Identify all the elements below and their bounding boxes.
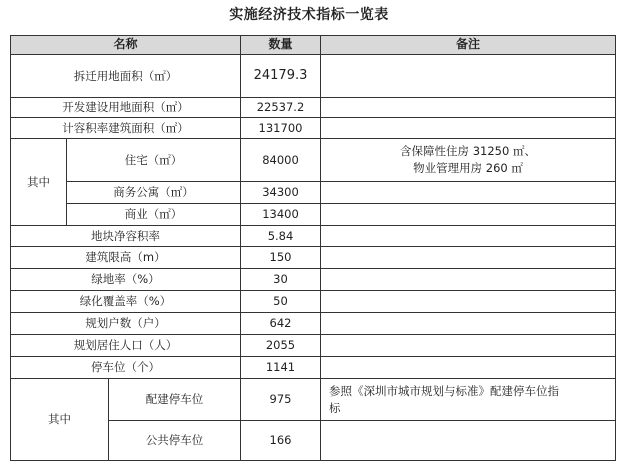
row-value: 5.84 bbox=[240, 225, 321, 247]
sub-row-value: 975 bbox=[240, 378, 321, 421]
row-name: 绿地率（%） bbox=[10, 268, 241, 291]
header-name: 名称 bbox=[10, 35, 241, 55]
row-remark bbox=[320, 268, 616, 291]
row-value: 30 bbox=[240, 268, 321, 291]
row-remark bbox=[320, 225, 616, 247]
sub-row-name: 住宅（㎡） bbox=[66, 138, 241, 182]
sub-row-remark bbox=[320, 420, 616, 461]
sub-row-name: 公共停车位 bbox=[108, 420, 241, 461]
sub-row-name: 商业（㎡） bbox=[66, 203, 241, 226]
row-remark bbox=[320, 290, 616, 313]
sub-row-name: 配建停车位 bbox=[108, 378, 241, 421]
row-remark bbox=[320, 117, 616, 139]
sub-row-value: 84000 bbox=[240, 138, 321, 182]
group-label: 其中 bbox=[10, 138, 67, 226]
row-remark bbox=[320, 54, 616, 98]
group-label: 其中 bbox=[10, 378, 109, 461]
row-remark bbox=[320, 246, 616, 269]
sub-row-value: 34300 bbox=[240, 181, 321, 204]
row-name: 绿化覆盖率（%） bbox=[10, 290, 241, 313]
row-name: 停车位（个） bbox=[10, 356, 241, 379]
sub-row-remark bbox=[320, 181, 616, 204]
row-value: 22537.2 bbox=[240, 97, 321, 118]
indicator-table bbox=[10, 35, 616, 461]
sub-row-remark bbox=[320, 203, 616, 226]
sub-row-remark: 参照《深圳市城市规划与标准》配建停车位指 标 bbox=[320, 378, 616, 421]
row-name: 拆迁用地面积（㎡） bbox=[10, 54, 241, 98]
sub-row-value: 13400 bbox=[240, 203, 321, 226]
row-value: 24179.3 bbox=[240, 54, 321, 98]
sub-row-remark: 含保障性住房 31250 ㎡、 物业管理用房 260 ㎡ bbox=[320, 138, 616, 182]
sub-row-name: 商务公寓（㎡） bbox=[66, 181, 241, 204]
row-name: 规划居住人口（人） bbox=[10, 334, 241, 357]
row-name: 计容积率建筑面积（㎡） bbox=[10, 117, 241, 139]
row-value: 642 bbox=[240, 312, 321, 335]
row-value: 1141 bbox=[240, 356, 321, 379]
row-remark bbox=[320, 356, 616, 379]
row-value: 50 bbox=[240, 290, 321, 313]
row-name: 开发建设用地面积（㎡） bbox=[10, 97, 241, 118]
row-value: 131700 bbox=[240, 117, 321, 139]
header-remark: 备注 bbox=[320, 35, 616, 55]
row-value: 2055 bbox=[240, 334, 321, 357]
sub-row-value: 166 bbox=[240, 420, 321, 461]
row-remark bbox=[320, 97, 616, 118]
row-name: 建筑限高（m） bbox=[10, 246, 241, 269]
row-remark bbox=[320, 312, 616, 335]
header-quantity: 数量 bbox=[240, 35, 321, 55]
table-title: 实施经济技术指标一览表 bbox=[229, 7, 389, 23]
row-value: 150 bbox=[240, 246, 321, 269]
row-name: 规划户数（户） bbox=[10, 312, 241, 335]
row-name: 地块净容积率 bbox=[10, 225, 241, 247]
row-remark bbox=[320, 334, 616, 357]
